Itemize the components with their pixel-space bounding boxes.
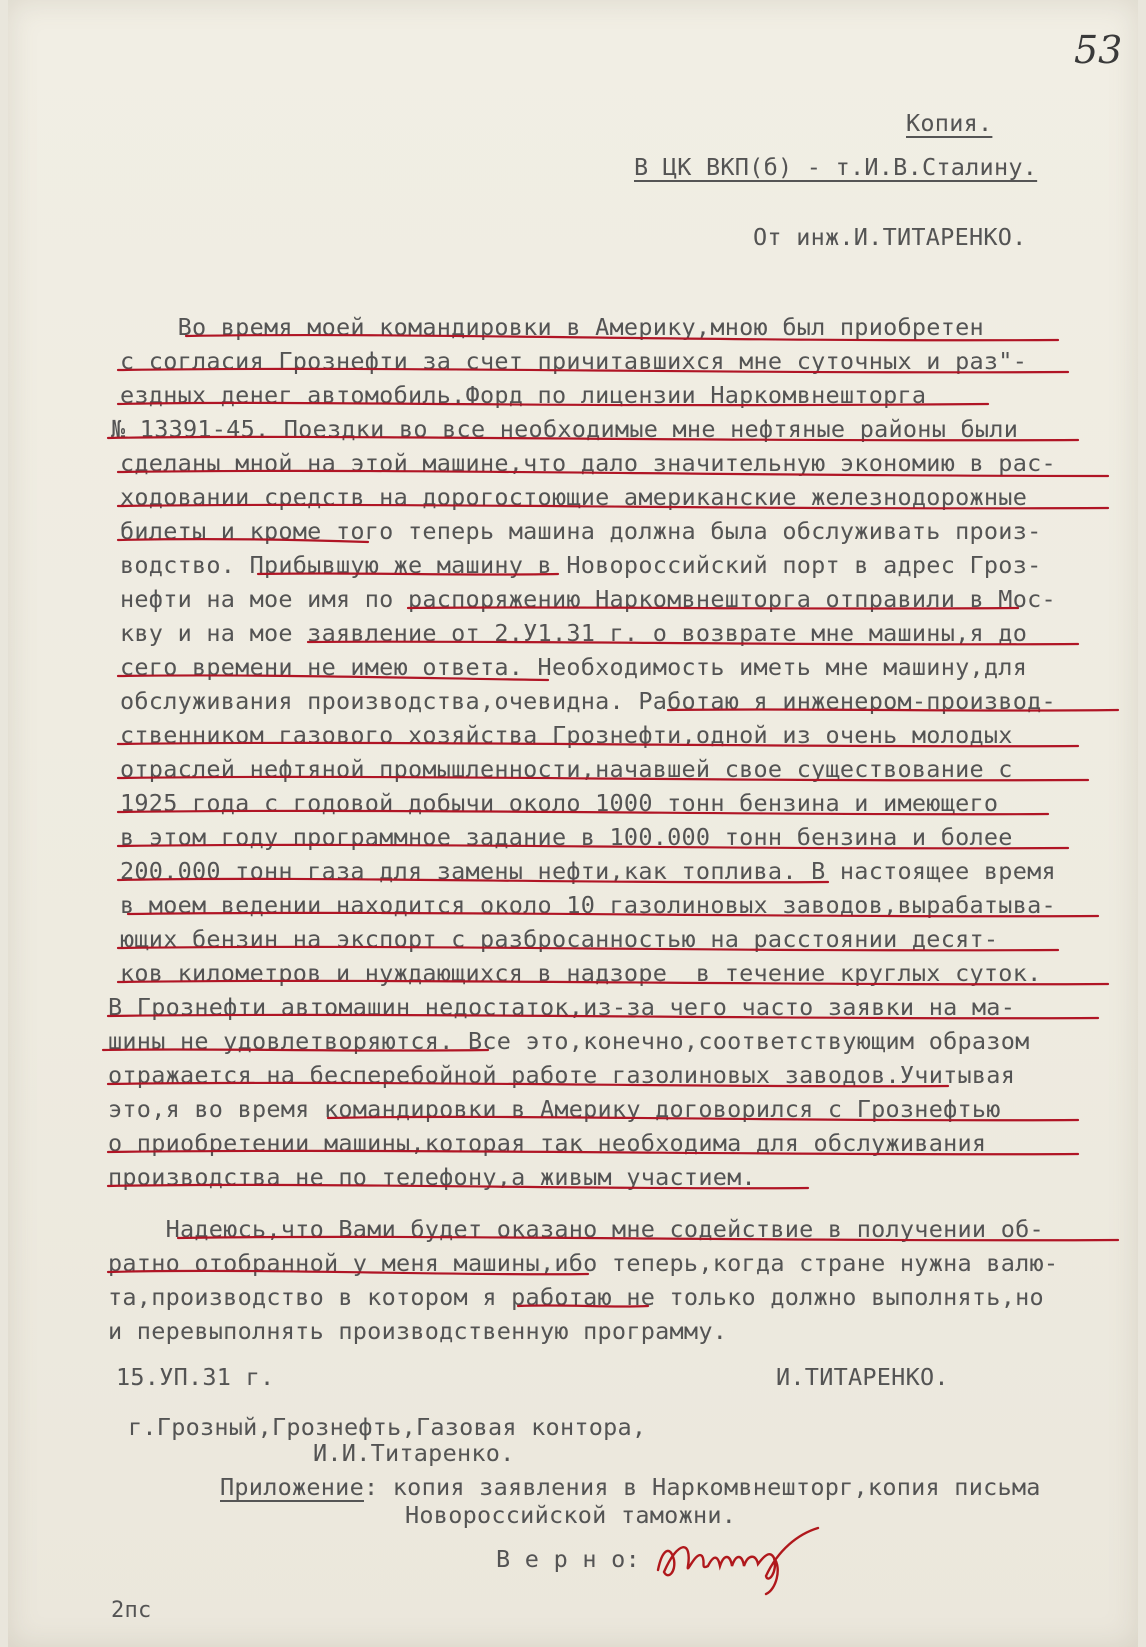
handwritten-signature [648, 1510, 828, 1600]
body-line: в моем ведении находится около 10 газолиновых заводов,вырабатыва- [120, 891, 1056, 919]
body-line: ственником газового хозяйства Грознефти,одной из очень молодых [120, 721, 1013, 749]
attachment-label: Приложение [220, 1473, 364, 1501]
attachment-line-1 [220, 1472, 1041, 1502]
body-line: отражается на бесперебойной работе газолиновых заводов.Учитывая [108, 1061, 1016, 1089]
body-line: ков километров и нуждающихся в надзоре в течение круглых суток. [120, 959, 1042, 987]
addressee-text: В ЦК ВКП(б) - т.И.В.Сталину. [634, 153, 1038, 181]
addressee [634, 152, 1037, 182]
body-line: ходовании средств на дорогостоющие американские железнодорожные [120, 483, 1028, 511]
body-line: 1925 года с годовой добычи около 1000 тонн бензина и имеющего [120, 789, 999, 817]
body-line: производства не по телефону,а живым участием. [108, 1163, 756, 1191]
body-line: № 13391-45. Поездки во все необходимые мне нефтяные районы были [111, 415, 1019, 443]
verified-label: В е р н о: [496, 1545, 640, 1573]
body-line: водство. Прибывшую же машину в Новороссийский порт в адрес Гроз- [120, 551, 1042, 579]
body-line: и перевыполнять производственную программу. [108, 1317, 728, 1345]
footer-code: 2пс [111, 1598, 152, 1623]
body-line: та,производство в котором я работаю не только должно выполнять,но [108, 1283, 1044, 1311]
attachment-text-1: : копия заявления в Наркомвнешторг,копия письма [363, 1473, 1041, 1501]
address-line-2: И.И.Титаренко. [313, 1439, 515, 1467]
body-line: в этом году программное задание в 100.000 тонн бензина и более [120, 823, 1013, 851]
body-line: с согласия Грознефти за счет причитавшихся мне суточных и раз"- [120, 347, 1028, 375]
address-line-1: г.Грозный,Грознефть,Газовая контора, [128, 1413, 647, 1441]
body-line: это,я во время командировки в Америку договорился с Грознефтью [108, 1095, 1001, 1123]
letter-date: 15.УП.31 г. [116, 1363, 275, 1391]
attachment-line-2: Новороссийской таможни. [405, 1501, 737, 1529]
signature-name: И.ТИТАРЕНКО. [776, 1363, 949, 1391]
body-line: сделаны мной на этой машине,что дало значительную экономию в рас- [120, 449, 1056, 477]
body-line: кву и на мое заявление от 2.У1.31 г. о возврате мне машины,я до [120, 619, 1028, 647]
body-line: о приобретении машины,которая так необходима для обслуживания [108, 1129, 987, 1157]
body-line: В Грознефти автомашин недостаток,из-за чего часто заявки на ма- [108, 993, 1016, 1021]
body-line: 200.000 тонн газа для замены нефти,как топлива. В настоящее время [120, 857, 1056, 885]
body-line: сего времени не имею ответа. Необходимость иметь мне машину,для [120, 653, 1028, 681]
body-line: Во время моей командировки в Америку,мною был приобретен [120, 313, 984, 341]
copy-label: Копия. [906, 109, 993, 137]
body-line: Надеюсь,что Вами будет оказано мне содействие в получении об- [108, 1215, 1044, 1243]
document-page [8, 0, 1138, 1647]
sender: От инж.И.ТИТАРЕНКО. [753, 223, 1027, 251]
body-line: шины не удовлетворяются. Все это,конечно,соответствующим образом [108, 1027, 1030, 1055]
body-line: билеты и кроме того теперь машина должна была обслуживать произ- [120, 517, 1042, 545]
body-line: отраслей нефтяной промышленности,начавшей свое существование с [120, 755, 1013, 783]
page-number: 53 [1074, 28, 1123, 72]
body-line: ющих бензин на экспорт с разбросанностью на расстоянии десят- [120, 925, 999, 953]
body-line: обслуживания производства,очевидна. Работаю я инженером-производ- [120, 687, 1056, 715]
body-line: ратно отобранной у меня машины,ибо теперь,когда стране нужна валю- [108, 1249, 1059, 1277]
body-line: нефти на мое имя по распоряжению Наркомвнешторга отправили в Мос- [120, 585, 1056, 613]
body-line: ездных денег автомобиль.Форд по лицензии Наркомвнешторга [120, 381, 927, 409]
